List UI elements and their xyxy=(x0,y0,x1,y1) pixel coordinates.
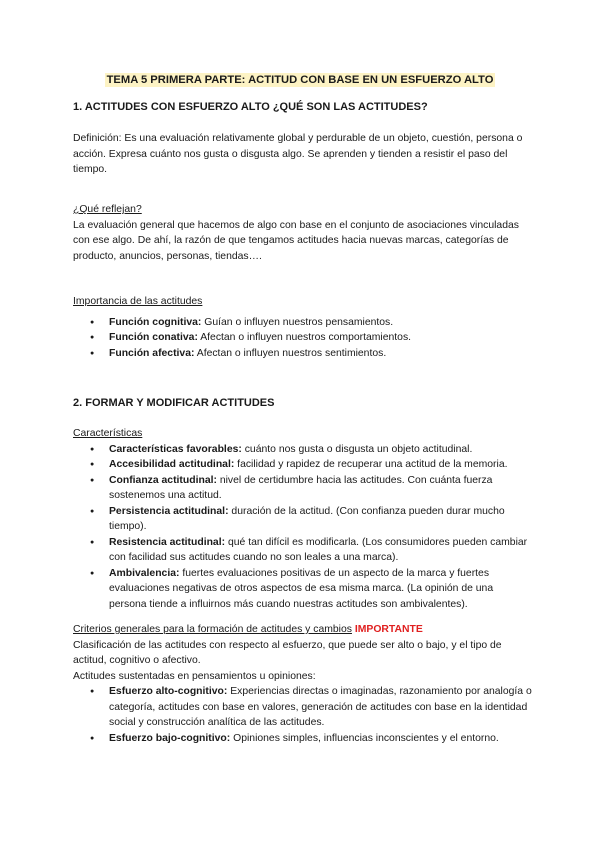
list-item: ● Esfuerzo alto-cognitivo: Experiencias directas o imaginadas, razonamiento por analogía o categoría, actitudes con base en valores, generación de actitudes con base en la identidad social y construcción analítica de las actitudes. xyxy=(73,684,533,731)
reflect-block xyxy=(73,202,533,264)
list-item: ● Función afectiva: Afectan o influyen nuestros sentimientos. xyxy=(73,346,533,362)
list-item: ● Accesibilidad actitudinal: facilidad y rapidez de recuperar una actitud de la memoria. xyxy=(73,457,533,473)
importance-list xyxy=(73,315,533,362)
definition-text: Definición: Es una evaluación relativamente global y perdurable de un objeto, cuestión, persona o acción. Expresa cuánto nos gusta o disgusta algo. Se aprenden y tienden a resistir el paso del tiempo. xyxy=(73,133,523,175)
list-item: ● Persistencia actitudinal: duración de la actitud. (Con confianza pueden durar mucho tiempo). xyxy=(73,504,533,535)
characteristics-list xyxy=(73,442,533,613)
reflect-heading: ¿Qué reflejan? xyxy=(73,204,142,215)
list-item: ● Características favorables: cuánto nos gusta o disgusta un objeto actitudinal. xyxy=(73,442,533,458)
list-item: ● Función conativa: Afectan o influyen nuestros comportamientos. xyxy=(73,330,533,346)
characteristics-block xyxy=(73,426,533,612)
effort-list xyxy=(73,684,533,746)
importance-block xyxy=(73,294,533,361)
important-flag: IMPORTANTE xyxy=(354,624,423,635)
characteristics-heading: Características xyxy=(73,428,143,439)
reflect-text: La evaluación general que hacemos de algo con base en el conjunto de asociaciones vinculadas con ese algo. De ahí, la razón de que tengamos actitudes hacia nuevas marcas, categorías de producto, anuncios, personas, tiendas…. xyxy=(73,219,519,262)
importance-heading: Importancia de las actitudes xyxy=(73,296,203,307)
criteria-block xyxy=(73,622,533,746)
criteria-heading-line xyxy=(73,622,533,638)
section-1 xyxy=(73,100,533,115)
list-item: ● Resistencia actitudinal: qué tan difícil es modificarla. (Los consumidores pueden cambiar con facilidad sus actitudes cuando no son leales a una marca). xyxy=(73,535,533,566)
section-1-heading: 1. ACTITUDES CON ESFUERZO ALTO ¿QUÉ SON LAS ACTITUDES? xyxy=(73,101,428,113)
supported-text: Actitudes sustentadas en pensamientos u opiniones: xyxy=(73,670,316,682)
list-item: ● Ambivalencia: fuertes evaluaciones positivas de un aspecto de la marca y fuertes evaluaciones negativas de otros aspectos de esa misma marca. (La opinión de una persona tiende a influirnos más cuando nuestras actitudes son ambivalentes). xyxy=(73,566,533,613)
list-item: ● Función cognitiva: Guían o influyen nuestros pensamientos. xyxy=(73,315,533,331)
document-title-wrap xyxy=(0,70,600,88)
definition-block xyxy=(73,131,533,178)
criteria-text: Clasificación de las actitudes con respecto al esfuerzo, que puede ser alto o bajo, y el tipo de actitud, cognitivo o afectivo. xyxy=(73,639,502,666)
document-title: TEMA 5 PRIMERA PARTE: ACTITUD CON BASE EN UN ESFUERZO ALTO xyxy=(106,74,494,86)
criteria-heading: Criterios generales para la formación de actitudes y cambios xyxy=(73,624,352,635)
section-2-heading: 2. FORMAR Y MODIFICAR ACTITUDES xyxy=(73,397,275,409)
section-2 xyxy=(73,396,533,411)
list-item: ● Esfuerzo bajo-cognitivo: Opiniones simples, influencias inconscientes y el entorno. xyxy=(73,731,533,747)
list-item: ● Confianza actitudinal: nivel de certidumbre hacia las actitudes. Con cuánta fuerza sostenemos una actitud. xyxy=(73,473,533,504)
